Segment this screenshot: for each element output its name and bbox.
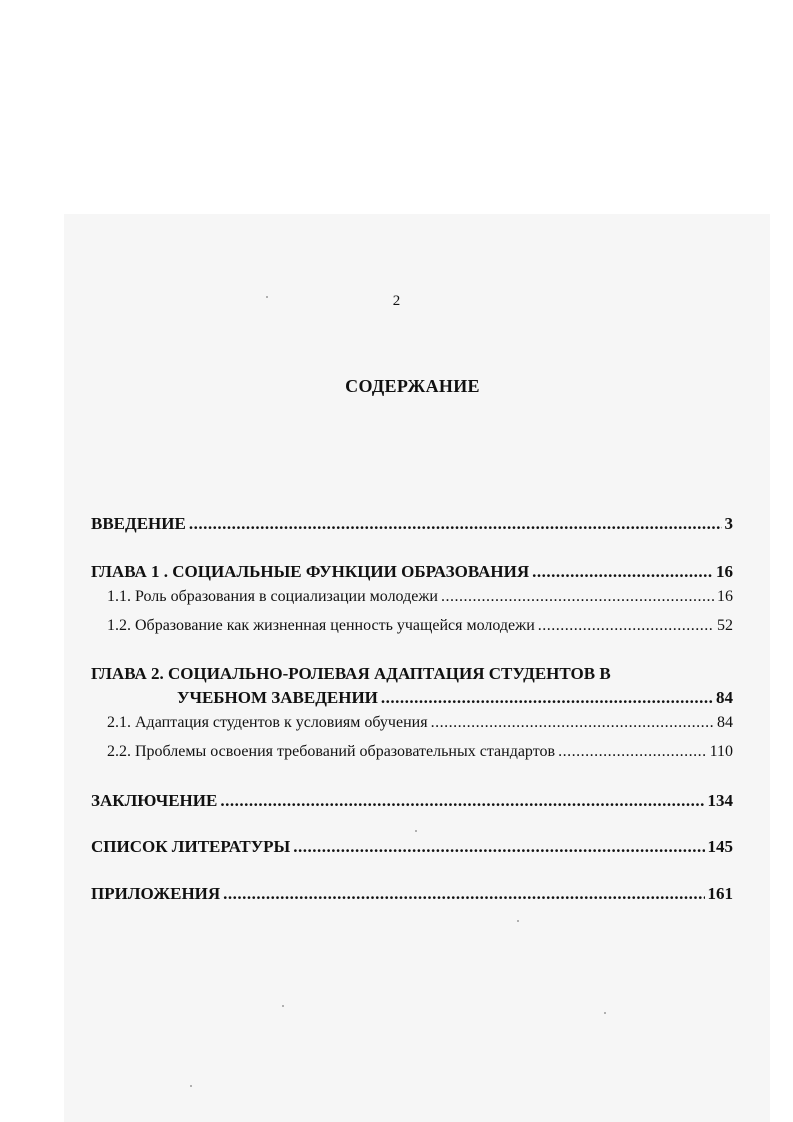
toc-entry-page: 16 [717,588,733,605]
toc-entry-conclusion[interactable] [91,791,733,811]
toc-entry-page: 16 [716,562,733,581]
toc-entry-page: 161 [707,884,733,903]
toc-entry-label: 1.2. Образование как жизненная ценность учащейся молодежи [107,617,535,634]
dot-leader [189,514,722,534]
toc-entry-label: УЧЕБНОМ ЗАВЕДЕНИИ [177,688,378,707]
toc-entry-page: 84 [717,714,733,731]
toc-entry-section-2-2[interactable] [107,743,733,761]
toc-entry-section-1-2[interactable] [107,617,733,635]
toc-entry-introduction[interactable] [91,514,733,534]
toc-entry-page: 84 [716,688,733,707]
toc-entry-page: 52 [717,617,733,634]
toc-entry-page: 134 [707,791,733,810]
dot-leader [431,714,714,732]
toc-entry-chapter-2[interactable] [177,688,733,708]
toc-entry-label: ГЛАВА 1 . СОЦИАЛЬНЫЕ ФУНКЦИИ ОБРАЗОВАНИЯ [91,562,530,581]
toc-entry-label: 1.1. Роль образования в социализации молодежи [107,588,438,605]
toc-entry-label: 2.2. Проблемы освоения требований образовательных стандартов [107,743,556,760]
toc-entry-section-2-1[interactable] [107,714,733,732]
dot-leader [441,588,714,606]
dot-leader [538,617,714,635]
toc-entry-chapter-1[interactable] [91,562,733,582]
toc-entry-label: СПИСОК ЛИТЕРАТУРЫ [91,837,291,856]
toc-entry-label: ВВЕДЕНИЕ [91,514,186,533]
dot-leader [220,791,704,811]
toc-entry-chapter-2-line-1[interactable]: ГЛАВА 2. СОЦИАЛЬНО-РОЛЕВАЯ АДАПТАЦИЯ СТУДЕНТОВ В [91,664,611,683]
dot-leader [223,884,704,904]
dot-leader [293,837,704,857]
dot-leader [532,562,713,582]
toc-entry-label: ЗАКЛЮЧЕНИЕ [91,791,218,810]
dot-leader [381,688,713,708]
toc-entry-bibliography[interactable] [91,837,733,857]
dot-leader [558,743,707,761]
toc-entry-section-1-1[interactable] [107,588,733,606]
toc-entry-label: ПРИЛОЖЕНИЯ [91,884,221,903]
toc-entry-page: 110 [709,743,733,760]
page-title: СОДЕРЖАНИЕ [345,376,480,396]
page-number: 2 [392,293,401,309]
toc-entry-appendices[interactable] [91,884,733,904]
toc-entry-label: 2.1. Адаптация студентов к условиям обучения [107,714,428,731]
toc-entry-page: 3 [724,514,733,533]
toc-entry-page: 145 [707,837,733,856]
